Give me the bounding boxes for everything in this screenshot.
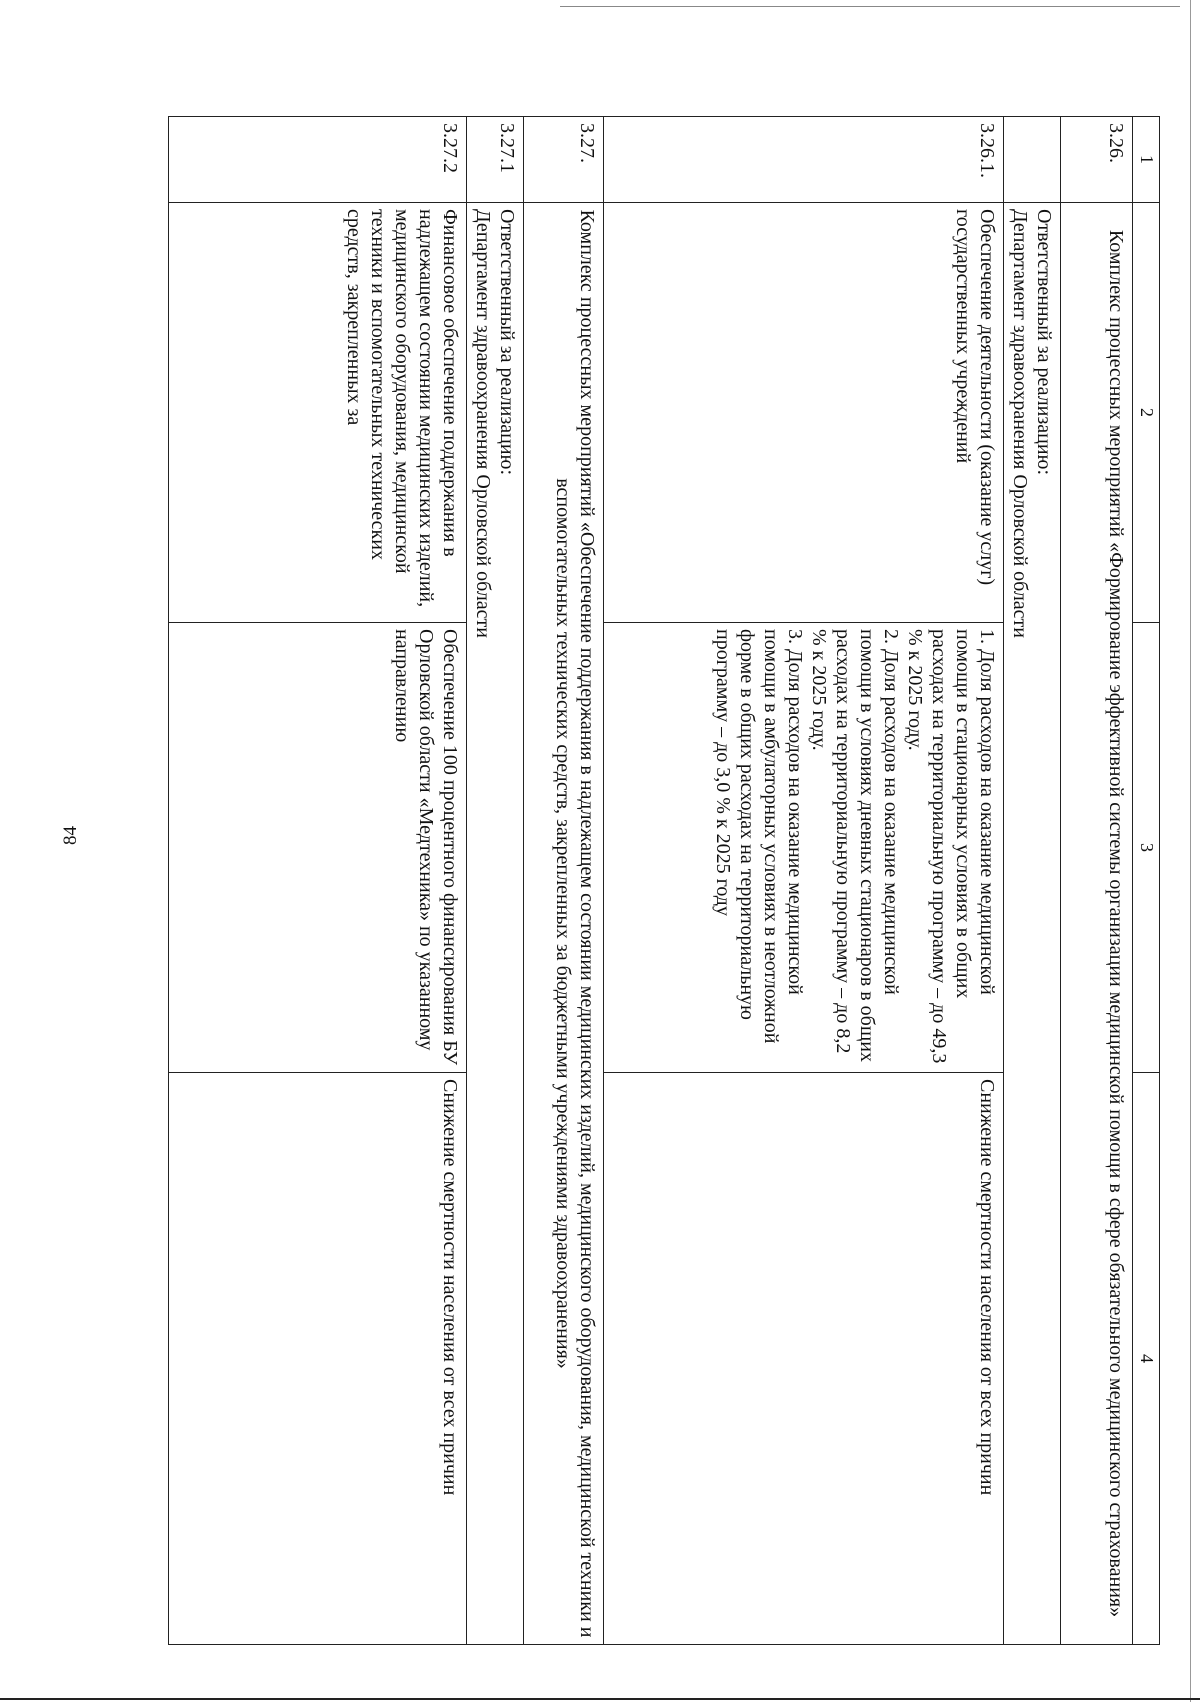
header-col-4: 4 xyxy=(1133,1073,1160,1645)
responsible-cell xyxy=(467,203,524,1645)
responsible-label: Ответственный за реализацию: xyxy=(496,209,519,476)
row-number-empty xyxy=(1004,117,1061,203)
table-row-3-27-1 xyxy=(467,117,524,1645)
table-row-3-27-2 xyxy=(169,117,467,1645)
row-number: 3.26. xyxy=(1061,117,1133,203)
table-row-responsible xyxy=(1004,117,1061,1645)
results-cell: Обеспечение 100 процентного финансирования БУ Орловской области «Медтехника» по указанному направлению xyxy=(169,623,467,1073)
section-title: Комплекс процессных мероприятий «Формирование эффективной системы организации медицинской помощи в сфере обязательного медицинского страхования» xyxy=(1061,203,1133,1645)
page-edge-right-line xyxy=(1190,0,1191,1702)
task-cell: Финансовое обеспечение поддержания в надлежащем состоянии медицинских изделий, медицинского оборудования, медицинской техники и вспомогательных технических средств, закрепленных за xyxy=(169,203,467,623)
header-col-1: 1 xyxy=(1133,117,1160,203)
result-item: 1. Доля расходов на оказание медицинской помощи в стационарных условиях в общих расходах на территориальную программу – до 49,3 % к 2025 году. xyxy=(904,629,999,1064)
section-title: Комплекс процессных мероприятий «Обеспечение поддержания в надлежащем состоянии медицинских изделий, медицинского оборудования, медицинской техники и вспомогательных технических средств, закрепленных за бюджетными учреждениями здравоохранения» xyxy=(524,203,604,1645)
responsible-value: Департамент здравоохранения Орловской области xyxy=(472,209,495,639)
result-item: 2. Доля расходов на оказание медицинской помощи в условиях дневных стационаров в общих расходах на территориальную программу – до 8,2 % к 2025 году. xyxy=(808,629,903,1062)
task-cell: Обеспечение деятельности (оказание услуг) государственных учреждений xyxy=(604,203,1004,623)
table-row-3-27 xyxy=(524,117,604,1645)
responsible-cell xyxy=(1004,203,1061,1645)
row-number: 3.27.2 xyxy=(169,117,467,203)
row-number: 3.26.1. xyxy=(604,117,1004,203)
link-cell: Снижение смертности населения от всех причин xyxy=(169,1073,467,1645)
results-cell xyxy=(604,623,1004,1073)
responsible-label: Ответственный за реализацию: xyxy=(1033,209,1056,476)
rotated-document-table xyxy=(180,116,1160,1644)
row-number: 3.27.1 xyxy=(467,117,524,203)
page-number: 84 xyxy=(60,826,81,845)
page-edge-top-line xyxy=(560,6,1180,7)
link-cell: Снижение смертности населения от всех причин xyxy=(604,1073,1004,1645)
responsible-value: Департамент здравоохранения Орловской области xyxy=(1009,209,1032,639)
row-number: 3.27. xyxy=(524,117,604,203)
header-col-3: 3 xyxy=(1133,623,1160,1073)
program-table xyxy=(168,116,1160,1645)
table-row-3-26 xyxy=(1061,117,1133,1645)
page-edge-bottom-line xyxy=(0,1698,1200,1700)
header-row xyxy=(1133,117,1160,1645)
table-row-3-26-1 xyxy=(604,117,1004,1645)
result-item: 3. Доля расходов на оказание медицинской помощи в амбулаторных условиях в неотложной форме в общих расходах на территориальную программу – до 3,0 % к 2025 году xyxy=(712,629,807,1044)
header-col-2: 2 xyxy=(1133,203,1160,623)
